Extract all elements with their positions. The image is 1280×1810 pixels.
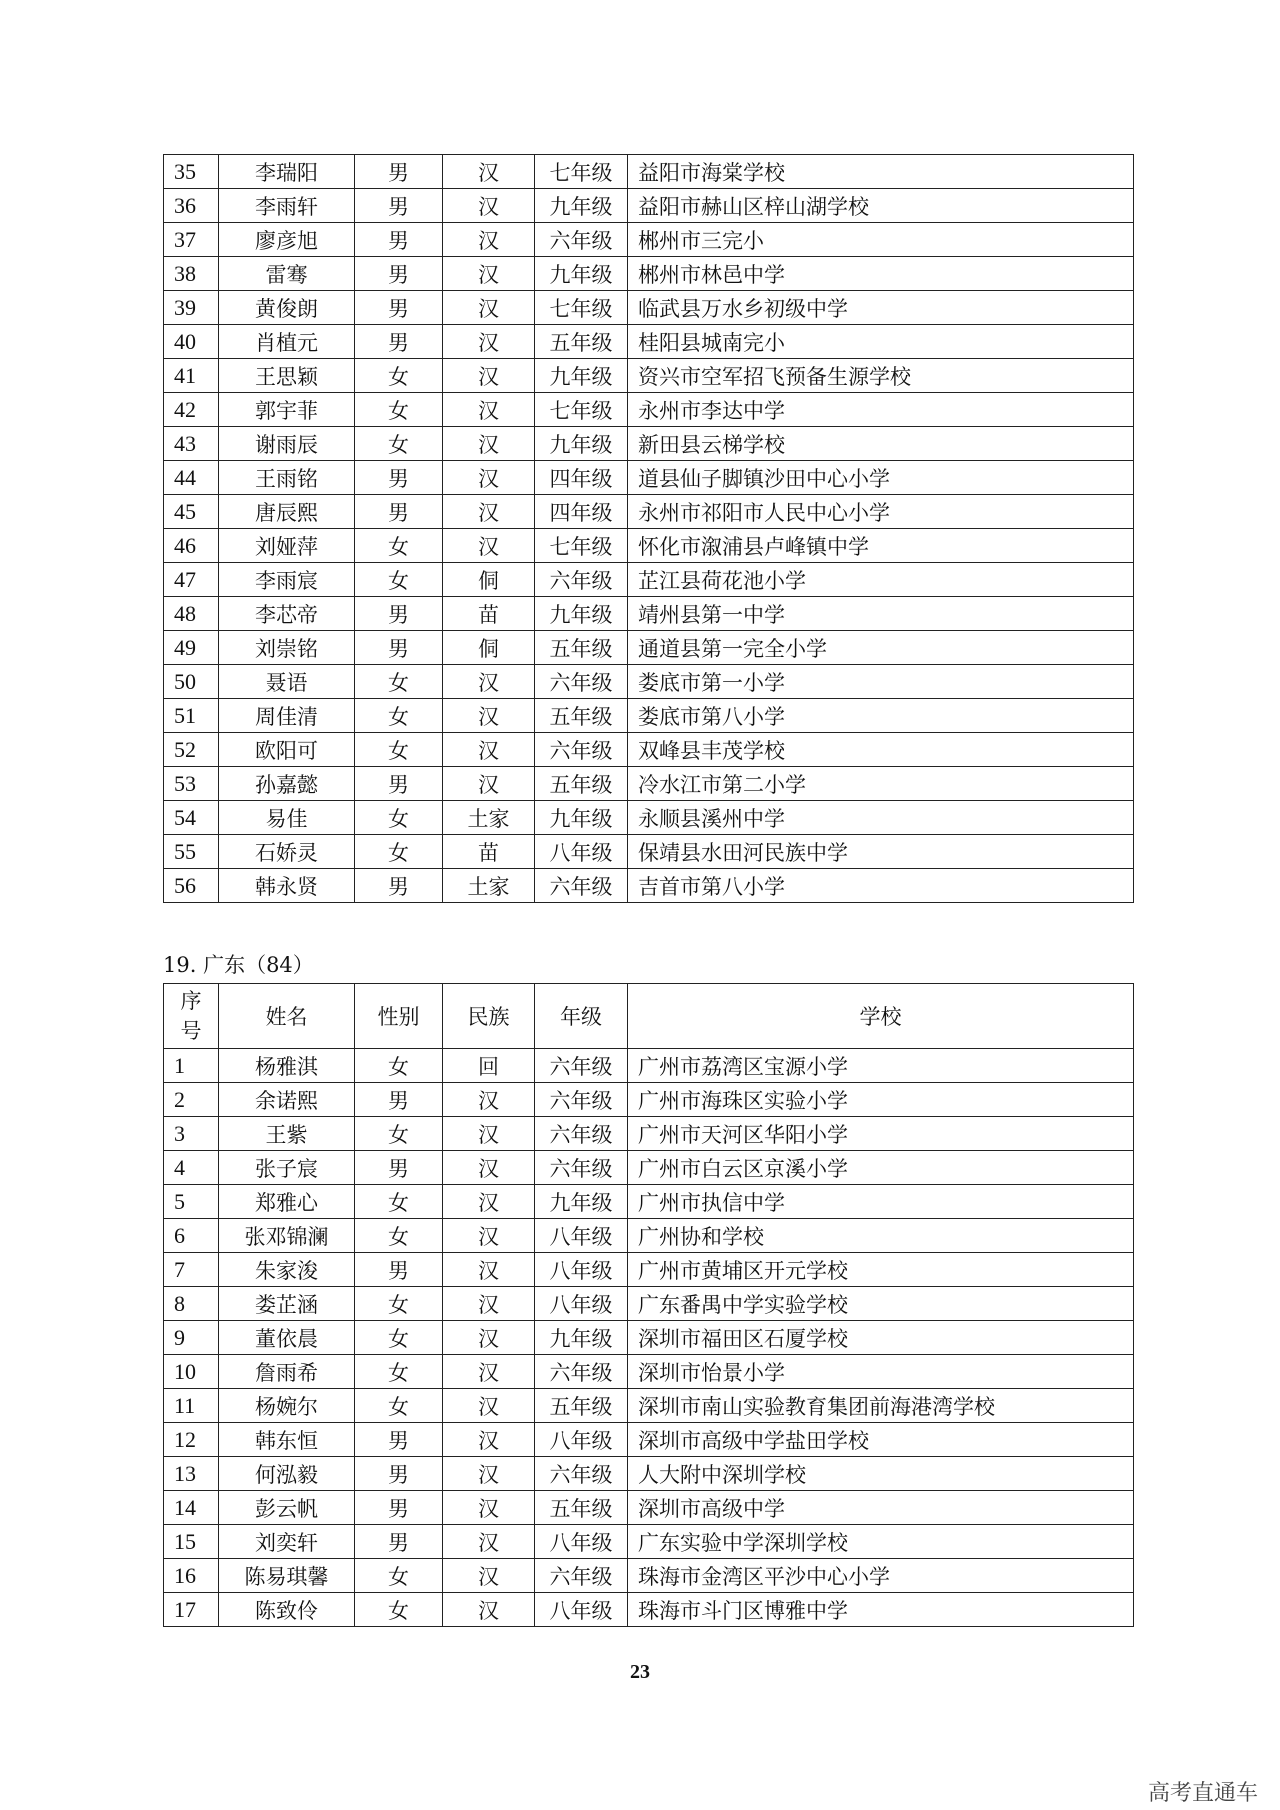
cell-school: 郴州市林邑中学 bbox=[628, 257, 1134, 291]
cell-grade: 六年级 bbox=[535, 1559, 628, 1593]
table-row bbox=[164, 325, 1134, 359]
cell-school: 冷水江市第二小学 bbox=[628, 767, 1134, 801]
cell-name: 郭宇菲 bbox=[219, 393, 355, 427]
cell-grade: 九年级 bbox=[535, 1321, 628, 1355]
cell-school: 珠海市金湾区平沙中心小学 bbox=[628, 1559, 1134, 1593]
cell-ethnicity: 汉 bbox=[443, 1423, 535, 1457]
cell-grade: 九年级 bbox=[535, 257, 628, 291]
cell-grade: 六年级 bbox=[535, 1151, 628, 1185]
cell-school: 广州协和学校 bbox=[628, 1219, 1134, 1253]
cell-ethnicity: 汉 bbox=[443, 155, 535, 189]
cell-ethnicity: 汉 bbox=[443, 1355, 535, 1389]
header-seq bbox=[164, 984, 219, 1049]
cell-grade: 八年级 bbox=[535, 1287, 628, 1321]
table-row bbox=[164, 835, 1134, 869]
cell-grade: 八年级 bbox=[535, 1219, 628, 1253]
cell-ethnicity: 侗 bbox=[443, 563, 535, 597]
cell-gender: 男 bbox=[355, 257, 443, 291]
cell-ethnicity: 汉 bbox=[443, 393, 535, 427]
cell-school: 桂阳县城南完小 bbox=[628, 325, 1134, 359]
cell-grade: 六年级 bbox=[535, 1355, 628, 1389]
table-row bbox=[164, 767, 1134, 801]
table-row bbox=[164, 665, 1134, 699]
cell-gender: 女 bbox=[355, 733, 443, 767]
cell-school: 珠海市斗门区博雅中学 bbox=[628, 1593, 1134, 1627]
cell-grade: 八年级 bbox=[535, 1253, 628, 1287]
cell-gender: 女 bbox=[355, 1321, 443, 1355]
cell-gender: 男 bbox=[355, 495, 443, 529]
cell-seq: 45 bbox=[164, 495, 219, 529]
table-row bbox=[164, 1423, 1134, 1457]
cell-gender: 男 bbox=[355, 155, 443, 189]
cell-seq: 50 bbox=[164, 665, 219, 699]
cell-gender: 男 bbox=[355, 1423, 443, 1457]
cell-school: 吉首市第八小学 bbox=[628, 869, 1134, 903]
cell-ethnicity: 汉 bbox=[443, 733, 535, 767]
cell-school: 娄底市第八小学 bbox=[628, 699, 1134, 733]
cell-ethnicity: 汉 bbox=[443, 1491, 535, 1525]
cell-name: 娄芷涵 bbox=[219, 1287, 355, 1321]
cell-school: 广东实验中学深圳学校 bbox=[628, 1525, 1134, 1559]
cell-ethnicity: 汉 bbox=[443, 1287, 535, 1321]
cell-name: 陈易琪馨 bbox=[219, 1559, 355, 1593]
cell-grade: 六年级 bbox=[535, 1083, 628, 1117]
cell-ethnicity: 汉 bbox=[443, 291, 535, 325]
cell-name: 张邓锦澜 bbox=[219, 1219, 355, 1253]
cell-grade: 七年级 bbox=[535, 155, 628, 189]
cell-name: 陈致伶 bbox=[219, 1593, 355, 1627]
table-row bbox=[164, 1185, 1134, 1219]
cell-grade: 九年级 bbox=[535, 597, 628, 631]
cell-school: 永州市李达中学 bbox=[628, 393, 1134, 427]
cell-ethnicity: 汉 bbox=[443, 1457, 535, 1491]
cell-name: 张子宸 bbox=[219, 1151, 355, 1185]
header-school: 学校 bbox=[628, 984, 1134, 1049]
table-row bbox=[164, 1559, 1134, 1593]
cell-name: 石娇灵 bbox=[219, 835, 355, 869]
cell-gender: 女 bbox=[355, 699, 443, 733]
cell-seq: 44 bbox=[164, 461, 219, 495]
table-row bbox=[164, 1389, 1134, 1423]
table-row bbox=[164, 257, 1134, 291]
cell-seq: 54 bbox=[164, 801, 219, 835]
cell-seq: 15 bbox=[164, 1525, 219, 1559]
table-header-row bbox=[164, 984, 1134, 1049]
cell-name: 周佳清 bbox=[219, 699, 355, 733]
cell-gender: 女 bbox=[355, 835, 443, 869]
cell-name: 王思颖 bbox=[219, 359, 355, 393]
cell-gender: 男 bbox=[355, 1151, 443, 1185]
cell-gender: 女 bbox=[355, 1559, 443, 1593]
cell-gender: 女 bbox=[355, 529, 443, 563]
cell-grade: 五年级 bbox=[535, 767, 628, 801]
cell-name: 肖植元 bbox=[219, 325, 355, 359]
cell-ethnicity: 汉 bbox=[443, 461, 535, 495]
cell-ethnicity: 汉 bbox=[443, 189, 535, 223]
table-row bbox=[164, 1253, 1134, 1287]
cell-seq: 11 bbox=[164, 1389, 219, 1423]
cell-gender: 男 bbox=[355, 325, 443, 359]
table-row bbox=[164, 529, 1134, 563]
table-row bbox=[164, 1049, 1134, 1083]
table-row bbox=[164, 1321, 1134, 1355]
cell-name: 刘娅萍 bbox=[219, 529, 355, 563]
table-row bbox=[164, 189, 1134, 223]
cell-school: 广州市白云区京溪小学 bbox=[628, 1151, 1134, 1185]
cell-seq: 5 bbox=[164, 1185, 219, 1219]
cell-gender: 女 bbox=[355, 359, 443, 393]
watermark-text: 高考直通车 bbox=[1147, 1781, 1258, 1806]
cell-grade: 八年级 bbox=[535, 1423, 628, 1457]
cell-school: 深圳市福田区石厦学校 bbox=[628, 1321, 1134, 1355]
roster-table-body bbox=[164, 1049, 1134, 1627]
cell-grade: 六年级 bbox=[535, 1457, 628, 1491]
cell-name: 詹雨希 bbox=[219, 1355, 355, 1389]
table-row bbox=[164, 733, 1134, 767]
cell-grade: 九年级 bbox=[535, 427, 628, 461]
cell-school: 资兴市空军招飞预备生源学校 bbox=[628, 359, 1134, 393]
cell-seq: 8 bbox=[164, 1287, 219, 1321]
cell-name: 彭云帆 bbox=[219, 1491, 355, 1525]
table-row bbox=[164, 1083, 1134, 1117]
cell-name: 韩东恒 bbox=[219, 1423, 355, 1457]
cell-seq: 49 bbox=[164, 631, 219, 665]
cell-school: 永州市祁阳市人民中心小学 bbox=[628, 495, 1134, 529]
cell-ethnicity: 汉 bbox=[443, 1321, 535, 1355]
cell-gender: 女 bbox=[355, 393, 443, 427]
cell-gender: 女 bbox=[355, 1355, 443, 1389]
cell-gender: 女 bbox=[355, 1287, 443, 1321]
cell-gender: 女 bbox=[355, 1049, 443, 1083]
cell-gender: 男 bbox=[355, 461, 443, 495]
cell-name: 董依晨 bbox=[219, 1321, 355, 1355]
cell-seq: 52 bbox=[164, 733, 219, 767]
cell-gender: 女 bbox=[355, 1185, 443, 1219]
cell-grade: 九年级 bbox=[535, 189, 628, 223]
cell-ethnicity: 苗 bbox=[443, 835, 535, 869]
cell-school: 保靖县水田河民族中学 bbox=[628, 835, 1134, 869]
cell-name: 易佳 bbox=[219, 801, 355, 835]
cell-name: 唐辰熙 bbox=[219, 495, 355, 529]
section-title: 19. 广东（84） bbox=[163, 953, 314, 977]
cell-seq: 9 bbox=[164, 1321, 219, 1355]
cell-ethnicity: 汉 bbox=[443, 1525, 535, 1559]
cell-school: 广州市执信中学 bbox=[628, 1185, 1134, 1219]
cell-name: 李雨轩 bbox=[219, 189, 355, 223]
table-row bbox=[164, 393, 1134, 427]
cell-school: 临武县万水乡初级中学 bbox=[628, 291, 1134, 325]
cell-ethnicity: 汉 bbox=[443, 1083, 535, 1117]
cell-ethnicity: 汉 bbox=[443, 1185, 535, 1219]
header-grade: 年级 bbox=[535, 984, 628, 1049]
cell-gender: 男 bbox=[355, 869, 443, 903]
cell-name: 廖彦旭 bbox=[219, 223, 355, 257]
cell-ethnicity: 汉 bbox=[443, 1389, 535, 1423]
cell-seq: 6 bbox=[164, 1219, 219, 1253]
cell-seq: 10 bbox=[164, 1355, 219, 1389]
cell-school: 人大附中深圳学校 bbox=[628, 1457, 1134, 1491]
cell-grade: 七年级 bbox=[535, 529, 628, 563]
table-row bbox=[164, 1525, 1134, 1559]
cell-ethnicity: 汉 bbox=[443, 257, 535, 291]
table-row bbox=[164, 1117, 1134, 1151]
cell-grade: 六年级 bbox=[535, 563, 628, 597]
cell-grade: 九年级 bbox=[535, 359, 628, 393]
cell-seq: 40 bbox=[164, 325, 219, 359]
cell-ethnicity: 汉 bbox=[443, 325, 535, 359]
roster-table-continued bbox=[163, 154, 1134, 903]
table-row bbox=[164, 427, 1134, 461]
cell-seq: 41 bbox=[164, 359, 219, 393]
cell-gender: 男 bbox=[355, 1083, 443, 1117]
cell-gender: 男 bbox=[355, 1457, 443, 1491]
cell-seq: 51 bbox=[164, 699, 219, 733]
cell-seq: 55 bbox=[164, 835, 219, 869]
cell-gender: 男 bbox=[355, 631, 443, 665]
roster-table-body bbox=[164, 155, 1134, 903]
table-row bbox=[164, 223, 1134, 257]
cell-seq: 39 bbox=[164, 291, 219, 325]
cell-school: 通道县第一完全小学 bbox=[628, 631, 1134, 665]
cell-grade: 六年级 bbox=[535, 223, 628, 257]
cell-school: 深圳市南山实验教育集团前海港湾学校 bbox=[628, 1389, 1134, 1423]
cell-seq: 42 bbox=[164, 393, 219, 427]
table-row bbox=[164, 1219, 1134, 1253]
cell-grade: 八年级 bbox=[535, 835, 628, 869]
page-number: 23 bbox=[630, 1661, 650, 1683]
cell-grade: 九年级 bbox=[535, 801, 628, 835]
cell-name: 李雨宸 bbox=[219, 563, 355, 597]
cell-gender: 男 bbox=[355, 1491, 443, 1525]
cell-ethnicity: 汉 bbox=[443, 699, 535, 733]
cell-grade: 六年级 bbox=[535, 665, 628, 699]
cell-school: 广州市黄埔区开元学校 bbox=[628, 1253, 1134, 1287]
cell-name: 杨雅淇 bbox=[219, 1049, 355, 1083]
cell-ethnicity: 汉 bbox=[443, 1151, 535, 1185]
cell-ethnicity: 汉 bbox=[443, 767, 535, 801]
cell-school: 永顺县溪州中学 bbox=[628, 801, 1134, 835]
cell-grade: 六年级 bbox=[535, 1117, 628, 1151]
cell-ethnicity: 汉 bbox=[443, 529, 535, 563]
cell-ethnicity: 汉 bbox=[443, 665, 535, 699]
cell-seq: 4 bbox=[164, 1151, 219, 1185]
cell-name: 黄俊朗 bbox=[219, 291, 355, 325]
cell-grade: 七年级 bbox=[535, 291, 628, 325]
cell-seq: 1 bbox=[164, 1049, 219, 1083]
header-seq-line2: 号 bbox=[180, 1019, 202, 1043]
cell-ethnicity: 侗 bbox=[443, 631, 535, 665]
cell-ethnicity: 土家 bbox=[443, 801, 535, 835]
table-row bbox=[164, 801, 1134, 835]
cell-school: 娄底市第一小学 bbox=[628, 665, 1134, 699]
cell-grade: 七年级 bbox=[535, 393, 628, 427]
table-row bbox=[164, 631, 1134, 665]
table-row bbox=[164, 563, 1134, 597]
cell-school: 广东番禺中学实验学校 bbox=[628, 1287, 1134, 1321]
cell-gender: 男 bbox=[355, 1253, 443, 1287]
cell-name: 刘奕轩 bbox=[219, 1525, 355, 1559]
table-row bbox=[164, 1151, 1134, 1185]
cell-school: 新田县云梯学校 bbox=[628, 427, 1134, 461]
cell-name: 王紫 bbox=[219, 1117, 355, 1151]
cell-name: 郑雅心 bbox=[219, 1185, 355, 1219]
cell-seq: 14 bbox=[164, 1491, 219, 1525]
cell-ethnicity: 土家 bbox=[443, 869, 535, 903]
cell-seq: 35 bbox=[164, 155, 219, 189]
cell-ethnicity: 回 bbox=[443, 1049, 535, 1083]
cell-seq: 47 bbox=[164, 563, 219, 597]
cell-gender: 女 bbox=[355, 1389, 443, 1423]
cell-seq: 43 bbox=[164, 427, 219, 461]
cell-grade: 五年级 bbox=[535, 631, 628, 665]
table-row bbox=[164, 597, 1134, 631]
table-row bbox=[164, 1491, 1134, 1525]
cell-name: 韩永贤 bbox=[219, 869, 355, 903]
cell-school: 深圳市高级中学 bbox=[628, 1491, 1134, 1525]
table-row bbox=[164, 461, 1134, 495]
cell-gender: 男 bbox=[355, 189, 443, 223]
cell-grade: 八年级 bbox=[535, 1593, 628, 1627]
cell-ethnicity: 汉 bbox=[443, 427, 535, 461]
cell-ethnicity: 汉 bbox=[443, 1559, 535, 1593]
cell-school: 道县仙子脚镇沙田中心小学 bbox=[628, 461, 1134, 495]
cell-ethnicity: 汉 bbox=[443, 1117, 535, 1151]
cell-gender: 女 bbox=[355, 1117, 443, 1151]
cell-ethnicity: 汉 bbox=[443, 359, 535, 393]
cell-school: 芷江县荷花池小学 bbox=[628, 563, 1134, 597]
cell-gender: 女 bbox=[355, 801, 443, 835]
cell-seq: 36 bbox=[164, 189, 219, 223]
cell-name: 李瑞阳 bbox=[219, 155, 355, 189]
cell-school: 益阳市海棠学校 bbox=[628, 155, 1134, 189]
cell-grade: 五年级 bbox=[535, 1389, 628, 1423]
cell-seq: 2 bbox=[164, 1083, 219, 1117]
table-row bbox=[164, 359, 1134, 393]
cell-seq: 48 bbox=[164, 597, 219, 631]
cell-grade: 五年级 bbox=[535, 1491, 628, 1525]
cell-name: 王雨铭 bbox=[219, 461, 355, 495]
header-gender: 性别 bbox=[355, 984, 443, 1049]
cell-grade: 四年级 bbox=[535, 495, 628, 529]
cell-seq: 12 bbox=[164, 1423, 219, 1457]
table-row bbox=[164, 699, 1134, 733]
header-ethnicity: 民族 bbox=[443, 984, 535, 1049]
cell-school: 靖州县第一中学 bbox=[628, 597, 1134, 631]
cell-grade: 九年级 bbox=[535, 1185, 628, 1219]
cell-ethnicity: 汉 bbox=[443, 223, 535, 257]
cell-gender: 男 bbox=[355, 1525, 443, 1559]
table-row bbox=[164, 869, 1134, 903]
cell-gender: 男 bbox=[355, 291, 443, 325]
cell-grade: 四年级 bbox=[535, 461, 628, 495]
cell-name: 余诺熙 bbox=[219, 1083, 355, 1117]
cell-grade: 六年级 bbox=[535, 1049, 628, 1083]
cell-gender: 女 bbox=[355, 665, 443, 699]
header-seq-line1: 序 bbox=[180, 989, 202, 1013]
cell-name: 雷骞 bbox=[219, 257, 355, 291]
table-row bbox=[164, 1287, 1134, 1321]
cell-ethnicity: 汉 bbox=[443, 1219, 535, 1253]
cell-grade: 六年级 bbox=[535, 869, 628, 903]
cell-seq: 53 bbox=[164, 767, 219, 801]
table-row bbox=[164, 1355, 1134, 1389]
cell-seq: 16 bbox=[164, 1559, 219, 1593]
cell-seq: 17 bbox=[164, 1593, 219, 1627]
cell-name: 谢雨辰 bbox=[219, 427, 355, 461]
cell-school: 益阳市赫山区梓山湖学校 bbox=[628, 189, 1134, 223]
cell-seq: 37 bbox=[164, 223, 219, 257]
cell-name: 孙嘉懿 bbox=[219, 767, 355, 801]
cell-name: 何泓毅 bbox=[219, 1457, 355, 1491]
cell-gender: 女 bbox=[355, 1593, 443, 1627]
cell-name: 刘崇铭 bbox=[219, 631, 355, 665]
cell-name: 欧阳可 bbox=[219, 733, 355, 767]
cell-school: 深圳市怡景小学 bbox=[628, 1355, 1134, 1389]
cell-grade: 八年级 bbox=[535, 1525, 628, 1559]
cell-gender: 男 bbox=[355, 767, 443, 801]
cell-school: 郴州市三完小 bbox=[628, 223, 1134, 257]
table-row bbox=[164, 495, 1134, 529]
cell-grade: 五年级 bbox=[535, 699, 628, 733]
cell-seq: 13 bbox=[164, 1457, 219, 1491]
table-row bbox=[164, 291, 1134, 325]
table-row bbox=[164, 1457, 1134, 1491]
cell-school: 深圳市高级中学盐田学校 bbox=[628, 1423, 1134, 1457]
cell-grade: 五年级 bbox=[535, 325, 628, 359]
cell-seq: 38 bbox=[164, 257, 219, 291]
cell-school: 双峰县丰茂学校 bbox=[628, 733, 1134, 767]
cell-name: 朱家浚 bbox=[219, 1253, 355, 1287]
table-row bbox=[164, 155, 1134, 189]
table-row bbox=[164, 1593, 1134, 1627]
cell-name: 杨婉尔 bbox=[219, 1389, 355, 1423]
cell-school: 广州市荔湾区宝源小学 bbox=[628, 1049, 1134, 1083]
cell-gender: 女 bbox=[355, 1219, 443, 1253]
cell-gender: 女 bbox=[355, 563, 443, 597]
cell-ethnicity: 苗 bbox=[443, 597, 535, 631]
cell-name: 聂语 bbox=[219, 665, 355, 699]
cell-grade: 六年级 bbox=[535, 733, 628, 767]
cell-seq: 3 bbox=[164, 1117, 219, 1151]
cell-gender: 男 bbox=[355, 597, 443, 631]
cell-gender: 男 bbox=[355, 223, 443, 257]
cell-seq: 7 bbox=[164, 1253, 219, 1287]
roster-table-guangdong bbox=[163, 983, 1134, 1627]
header-name: 姓名 bbox=[219, 984, 355, 1049]
cell-seq: 56 bbox=[164, 869, 219, 903]
cell-name: 李芯帝 bbox=[219, 597, 355, 631]
cell-school: 广州市天河区华阳小学 bbox=[628, 1117, 1134, 1151]
cell-ethnicity: 汉 bbox=[443, 1253, 535, 1287]
cell-ethnicity: 汉 bbox=[443, 1593, 535, 1627]
cell-school: 广州市海珠区实验小学 bbox=[628, 1083, 1134, 1117]
cell-ethnicity: 汉 bbox=[443, 495, 535, 529]
cell-gender: 女 bbox=[355, 427, 443, 461]
cell-school: 怀化市溆浦县卢峰镇中学 bbox=[628, 529, 1134, 563]
cell-seq: 46 bbox=[164, 529, 219, 563]
